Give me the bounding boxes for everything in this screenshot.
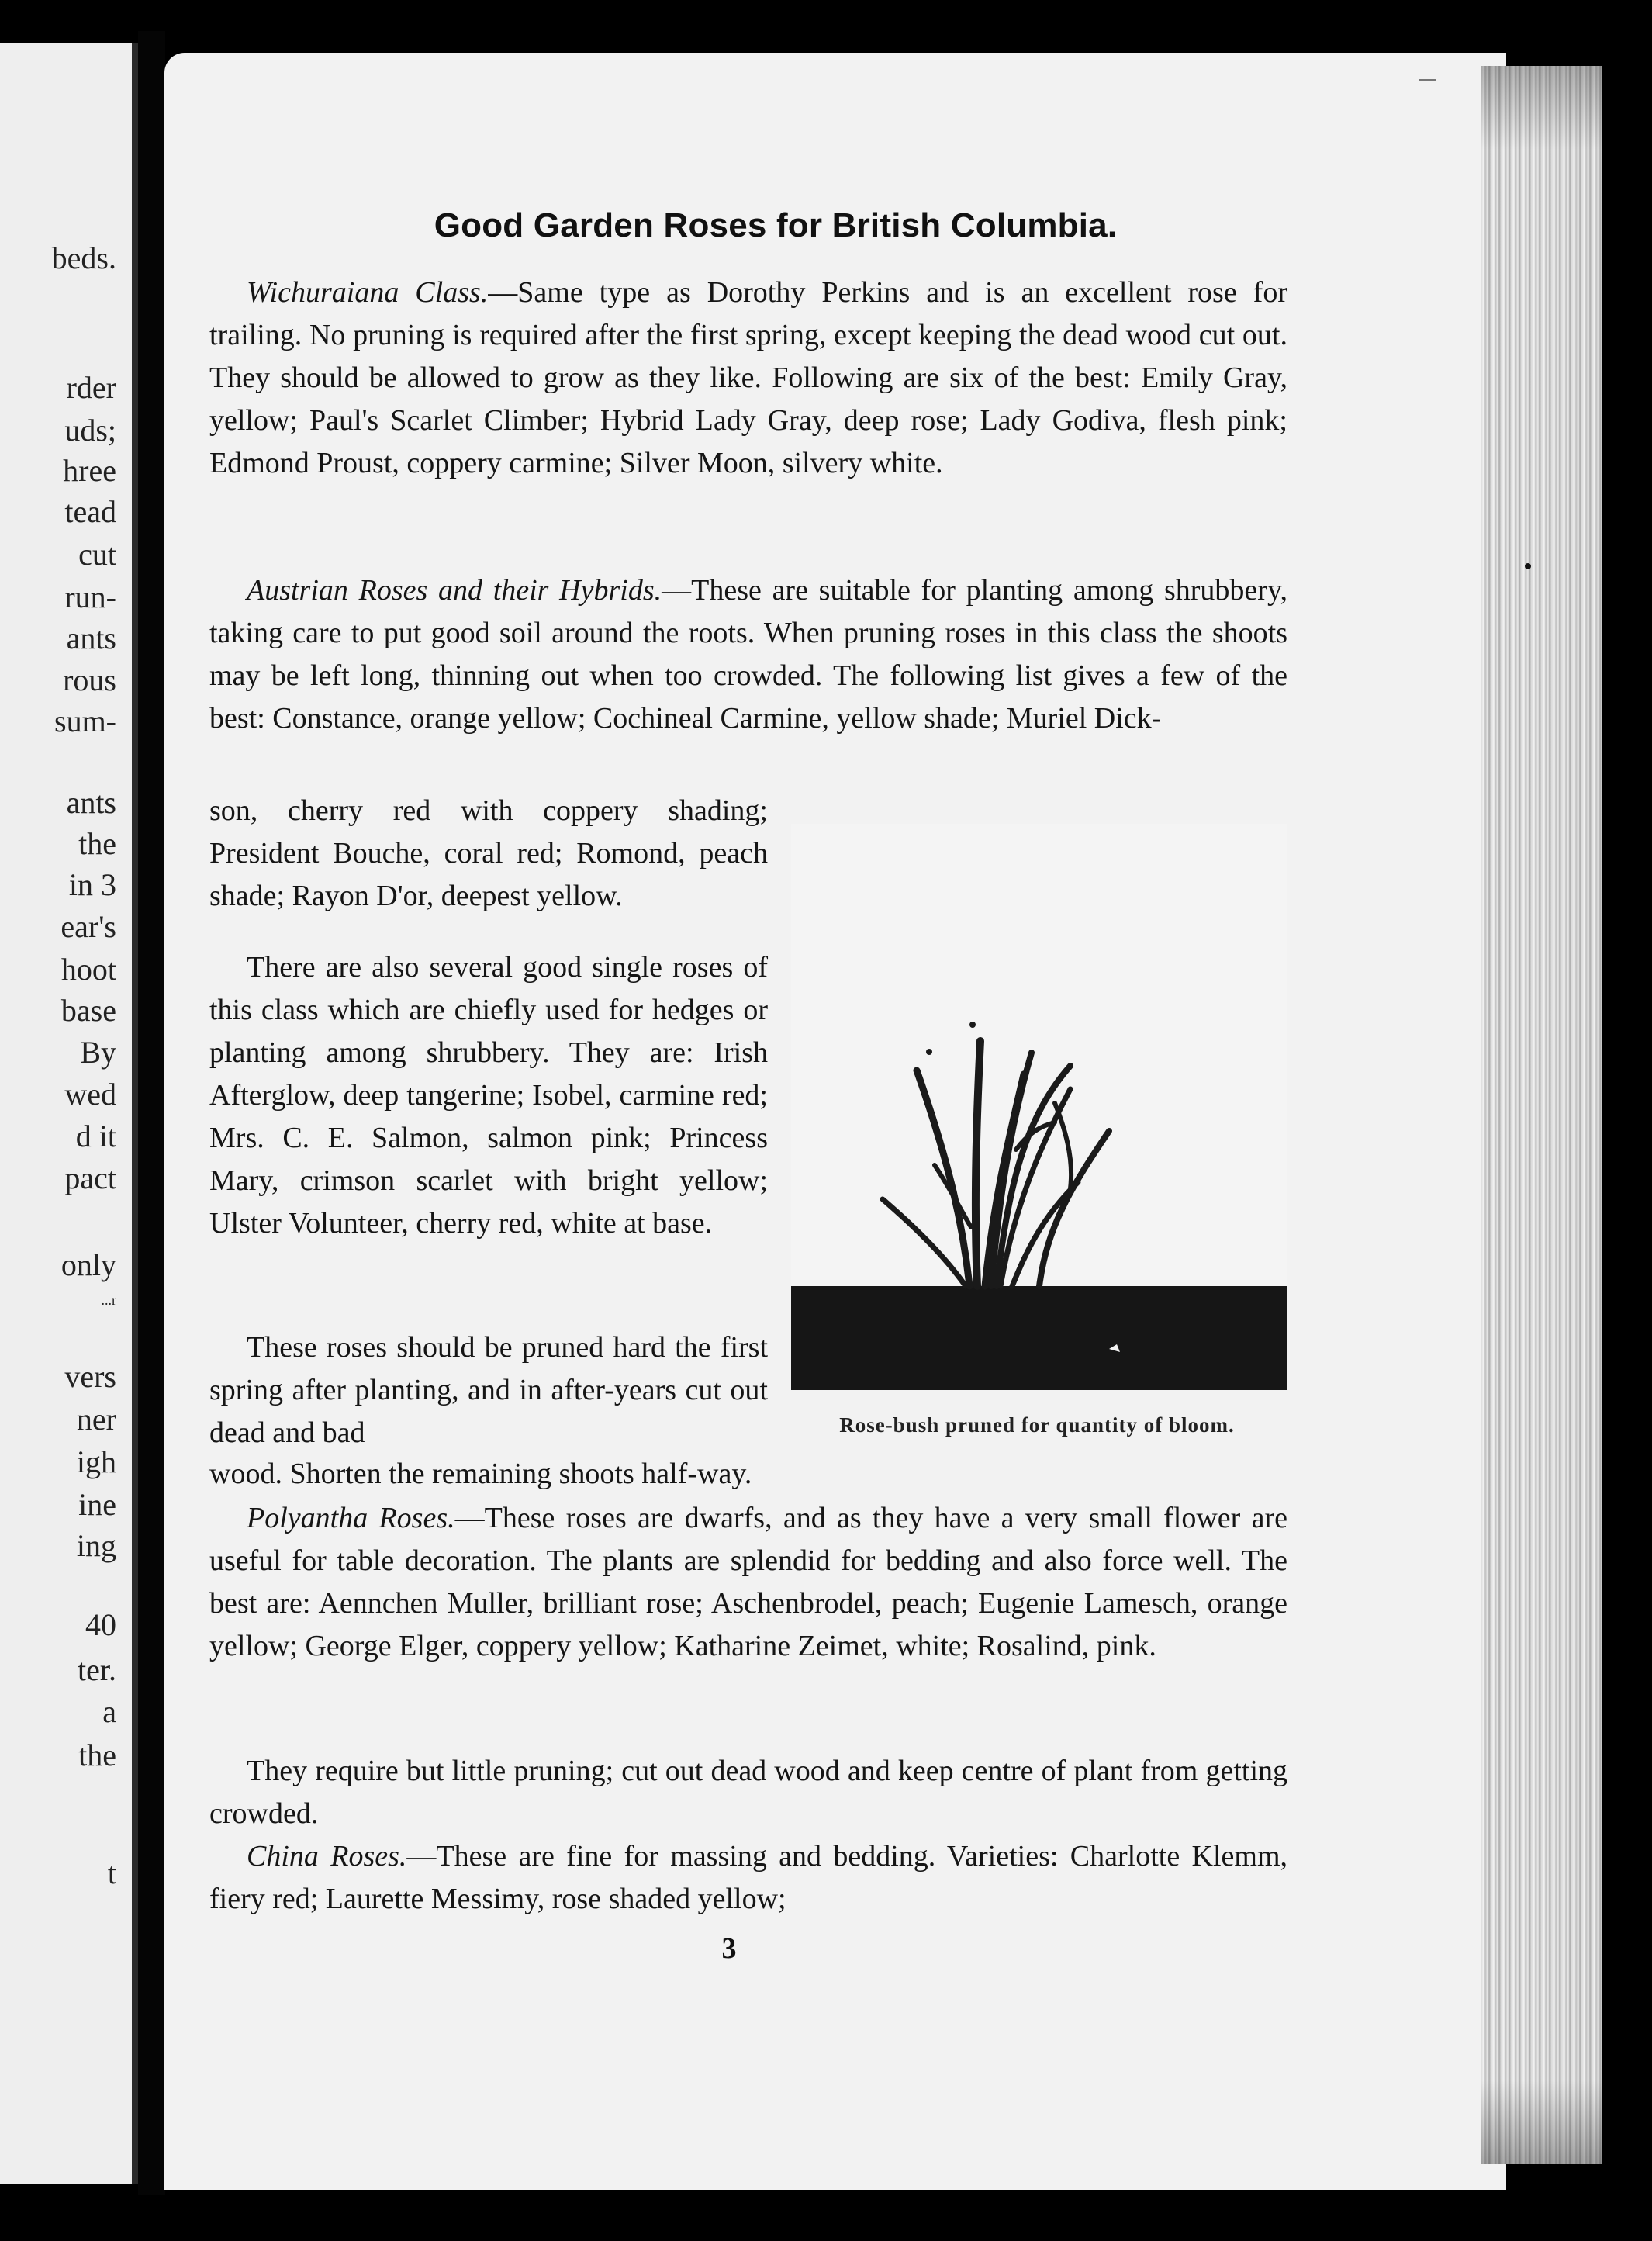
previous-page-fragment: 40 xyxy=(85,1607,116,1642)
previous-page-text-fragments xyxy=(0,43,132,2184)
figure-caption: Rose-bush pruned for quantity of bloom. xyxy=(839,1413,1235,1437)
previous-page-fragment: rder xyxy=(66,370,116,405)
previous-page-fragment: pact xyxy=(64,1160,116,1195)
previous-page-fragment: By xyxy=(80,1035,116,1070)
china-section xyxy=(209,1835,1287,1921)
austrian-heading: Austrian Roses and their Hybrids. xyxy=(247,574,662,607)
previous-page-fragment: ear's xyxy=(60,909,116,944)
previous-page-fragment: hoot xyxy=(60,952,116,987)
previous-page-fragment: tead xyxy=(64,494,116,529)
wichuraiana-text: —Same type as Dorothy Perkins and is an excellent rose for trailing. No pruning is required after the first spring, except keeping the dead wood cut out. They should be allowed to grow as they like. Following are six of the best: Emily Gray, yellow; Paul's Scarlet Climber; Hybrid Lady Gray, deep rose; Lady Godiva, flesh pink; Edmond Proust, coppery carmine; Silver Moon, silvery white. xyxy=(209,276,1287,479)
previous-page-fragment: uds; xyxy=(64,413,116,448)
polyantha-text: —These roses are dwarfs, and as they have a very small flower are useful for table decoration. The plants are splendid for bedding and also force well. The best are: Aennchen Muller, brilliant rose; Aschenbrodel, peach; Eugenie Lamesch, orange yellow; George Elger, coppery yellow; Katharine Zeimet, white; Rosalind, pink. xyxy=(209,1502,1287,1662)
previous-page-fragment: cut xyxy=(78,537,116,572)
previous-page-fragment: the xyxy=(78,1738,116,1772)
page-number: 3 xyxy=(721,1932,737,1965)
bud-mark xyxy=(926,1049,932,1055)
pruned-hard-end xyxy=(209,1453,1287,1496)
bud-mark xyxy=(969,1022,976,1028)
book-gutter xyxy=(138,31,165,2195)
previous-page-fragment: ants xyxy=(66,785,116,820)
wichuraiana-heading: Wichuraiana Class. xyxy=(247,276,489,309)
previous-page-fragment: a xyxy=(102,1694,116,1729)
pruned-hard-end-text: wood. Shorten the remaining shoots half-way. xyxy=(209,1458,752,1490)
previous-page-fragment: sum- xyxy=(54,704,116,738)
edge-mark xyxy=(1525,563,1531,569)
previous-page-fragment: ine xyxy=(78,1487,116,1522)
previous-page-fragment: rous xyxy=(63,662,116,697)
austrian-text: —These are suitable for planting among shrubbery, taking care to put good soil around the roots. When pruning roses in this class the shoots may be left long, thinning out when too crowded. The following list gives a few of the best: Constance, orange yellow; Cochineal Carmine, yellow shade; Muriel Dick- xyxy=(209,574,1287,735)
wichuraiana-section xyxy=(209,271,1287,485)
previous-page-fragment: ter. xyxy=(78,1652,116,1687)
previous-page-fragment: igh xyxy=(76,1444,116,1479)
previous-page-fragment: ants xyxy=(66,621,116,655)
previous-page-fragment: ner xyxy=(76,1402,116,1437)
previous-page-fragment: the xyxy=(78,826,116,861)
little-pruning-paragraph xyxy=(209,1750,1287,1835)
rose-bush-figure xyxy=(791,824,1287,1390)
scan-smudge xyxy=(1419,79,1436,81)
previous-page xyxy=(0,43,138,2184)
austrian-section xyxy=(209,569,1287,740)
previous-page-fragment: ing xyxy=(76,1528,116,1563)
previous-page-fragment: ...r xyxy=(101,1292,116,1308)
polyantha-section xyxy=(209,1497,1287,1668)
previous-page-fragment: t xyxy=(107,1855,116,1890)
little-pruning-text: They require but little pruning; cut out dead wood and keep centre of plant from getting crowded. xyxy=(209,1755,1287,1830)
previous-page-fragment: only xyxy=(60,1247,116,1282)
china-heading: China Roses. xyxy=(247,1840,407,1873)
austrian-continued-text: son, cherry red with coppery shading; President Bouche, coral red; Romond, peach shade; Rayon D'or, deepest yellow. xyxy=(209,794,768,912)
soil-ground xyxy=(791,1286,1287,1390)
china-text: —These are fine for massing and bedding. Varieties: Charlotte Klemm, fiery red; Laurette Messimy, rose shaded yellow; xyxy=(209,1840,1287,1915)
pruned-hard-text: These roses should be pruned hard the first spring after planting, and in after-years cut out dead and bad xyxy=(209,1331,768,1449)
previous-page-fragment: vers xyxy=(64,1359,116,1394)
page-edge-stack xyxy=(1481,66,1602,2164)
singles-paragraph xyxy=(209,946,768,1245)
previous-page-fragment: wed xyxy=(64,1077,116,1112)
previous-page-fragment: hree xyxy=(63,453,116,488)
page-title: Good Garden Roses for British Columbia. xyxy=(434,206,1118,244)
rose-bush-illustration xyxy=(791,824,1287,1390)
previous-page-fragment: run- xyxy=(64,579,116,614)
singles-text: There are also several good single roses of this class which are chiefly used for hedges or planting among shrubbery. They are: Irish Afterglow, deep tangerine; Isobel, carmine red; Mrs. C. E. Salmon, salmon pink; Princess Mary, crimson scarlet with bright yellow; Ulster Volunteer, cherry red, white at base. xyxy=(209,951,768,1240)
previous-page-fragment: d it xyxy=(75,1119,116,1153)
previous-page-fragment: base xyxy=(60,993,116,1028)
austrian-continued xyxy=(209,790,768,918)
pruned-hard-paragraph xyxy=(209,1326,768,1454)
previous-page-fragment: beds. xyxy=(51,240,116,275)
polyantha-heading: Polyantha Roses. xyxy=(247,1502,455,1534)
previous-page-fragment: in 3 xyxy=(68,867,116,902)
